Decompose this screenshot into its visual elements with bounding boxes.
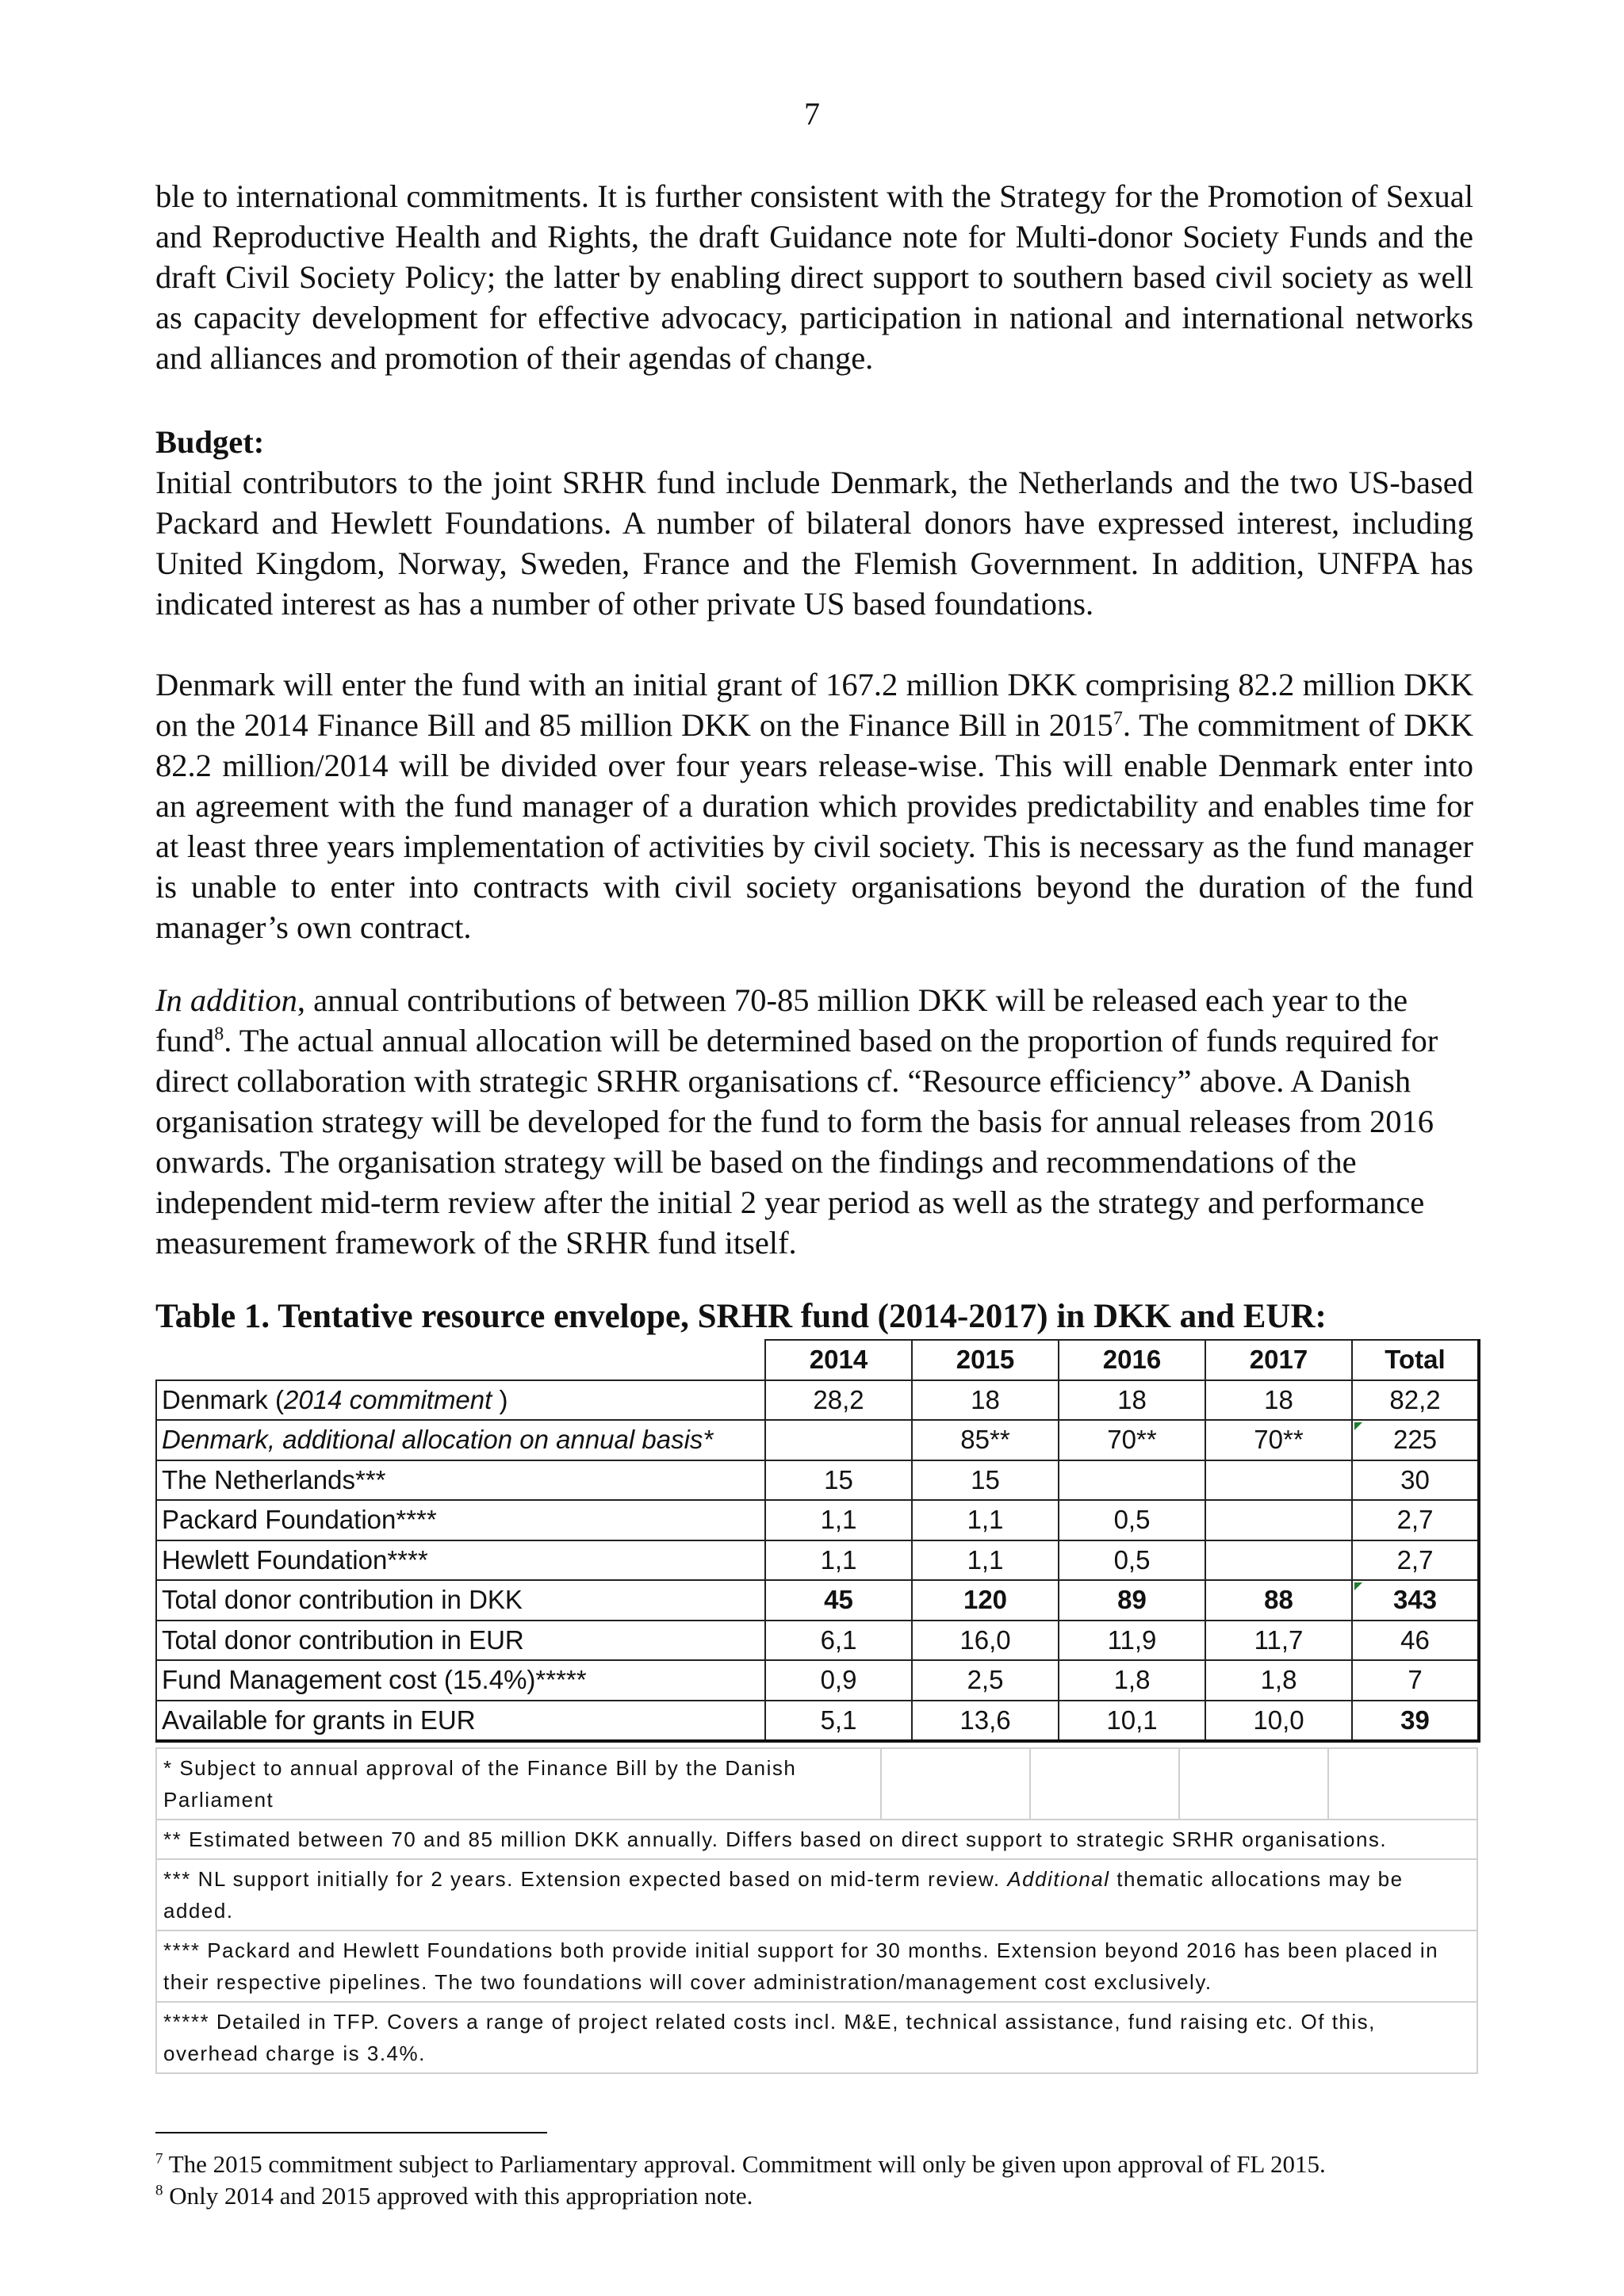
table-cell: 1,1 [765, 1540, 912, 1581]
table-cell [1205, 1540, 1352, 1581]
table-cell: 30 [1352, 1460, 1479, 1501]
header-cell: Total [1352, 1340, 1479, 1380]
denmark-text-2: . The commitment of DKK 82.2 million/2014 will be divided over four years release-wise. This will enable Denmark enter into an agreement with the fund manager of a duration which provides predictability and enables time for at least three years implementation of activities by civil society. This is necessary as the fund manager is unable to enter into contracts with civil society organisations beyond the duration of the fund manager’s own contract. [155, 707, 1473, 945]
footnote-ref-8[interactable]: 8 [214, 1024, 224, 1045]
row-label: Packard Foundation**** [156, 1500, 765, 1540]
table-cell: 343 [1352, 1580, 1479, 1621]
note-blank-cell [1179, 1748, 1328, 1820]
table-row [156, 1420, 1479, 1460]
table-cell: 2,7 [1352, 1500, 1479, 1540]
footnote-7: $^7$ The 2015 commitment subject to Parliamentary approval. Commitment will only be given upon approval of FL 2015. [155, 2150, 1326, 2178]
table-cell [1205, 1460, 1352, 1501]
addition-italic: In addition [155, 982, 297, 1018]
denmark-paragraph [155, 664, 1473, 947]
table-cell: 1,1 [912, 1500, 1059, 1540]
note-blank-cell [881, 1748, 1030, 1820]
table-cell: 1,1 [765, 1500, 912, 1540]
table-cell: 7 [1352, 1660, 1479, 1701]
addition-text-1: , annual contributions of between 70-85 million DKK will be released each year to the fund [155, 982, 1408, 1058]
table-cell: 2,7 [1352, 1540, 1479, 1581]
table-cell: 120 [912, 1580, 1059, 1621]
addition-paragraph [155, 980, 1473, 1263]
header-cell: 2016 [1059, 1340, 1205, 1380]
table-cell: 18 [1059, 1380, 1205, 1421]
footnotes [155, 2149, 1326, 2212]
note-1: * Subject to annual approval of the Finance Bill by the Danish Parliament [156, 1748, 881, 1820]
table-cell [1059, 1460, 1205, 1501]
footnote-divider [155, 2132, 547, 2133]
table-cell: 45 [765, 1580, 912, 1621]
table-header-row [156, 1340, 1479, 1380]
row-label: The Netherlands*** [156, 1460, 765, 1501]
table-cell: 70** [1059, 1420, 1205, 1460]
table-cell: 10,1 [1059, 1701, 1205, 1742]
table-cell: 0,5 [1059, 1540, 1205, 1581]
table-cell: 89 [1059, 1580, 1205, 1621]
intro-text: ble to international commitments. It is further consistent with the Strategy for the Promotion of Sexual and Reproductive Health and Rights, the draft Guidance note for Multi-donor Society Funds and the draft Civil Society Policy; the latter by enabling direct support to southern based civil society as well as capacity development for effective advocacy, participation in national and international networks and alliances and promotion of their agendas of change. [155, 178, 1473, 376]
table-cell: 15 [912, 1460, 1059, 1501]
table-cell: 13,6 [912, 1701, 1059, 1742]
table-cell: 18 [1205, 1380, 1352, 1421]
header-cell: 2015 [912, 1340, 1059, 1380]
row-label: Denmark, additional allocation on annual basis* [156, 1420, 765, 1460]
table-cell: 15 [765, 1460, 912, 1501]
table-cell: 6,1 [765, 1621, 912, 1661]
note-blank-cell [1030, 1748, 1179, 1820]
table-row [156, 1701, 1479, 1742]
table-row [156, 1500, 1479, 1540]
note-4: **** Packard and Hewlett Foundations both provide initial support for 30 months. Extension beyond 2016 has been placed in their respective pipelines. The two foundations will cover administration/management cost exclusively. [156, 1931, 1477, 2002]
header-cell: 2014 [765, 1340, 912, 1380]
table-cell: 28,2 [765, 1380, 912, 1421]
table-cell [765, 1420, 912, 1460]
table-cell: 11,9 [1059, 1621, 1205, 1661]
row-label: Hewlett Foundation**** [156, 1540, 765, 1581]
note-5: ***** Detailed in TFP. Covers a range of project related costs incl. M&E, technical assistance, fund raising etc. Of this, overhead charge is 3.4%. [156, 2002, 1477, 2073]
table-cell: 0,9 [765, 1660, 912, 1701]
intro-paragraph [155, 176, 1473, 378]
table-cell: 46 [1352, 1621, 1479, 1661]
table-row [156, 1380, 1479, 1421]
table-cell: 1,8 [1205, 1660, 1352, 1701]
budget-heading: Budget: [155, 424, 265, 460]
denmark-text-1: Denmark will enter the fund with an initial grant of 167.2 million DKK comprising 82.2 million DKK on the 2014 Finance Bill and 85 million DKK on the Finance Bill in 2015 [155, 667, 1473, 743]
table-cell: 0,5 [1059, 1500, 1205, 1540]
table-cell: 39 [1352, 1701, 1479, 1742]
note-row [156, 1859, 1477, 1931]
table-cell: 5,1 [765, 1701, 912, 1742]
addition-text-2: . The actual annual allocation will be determined based on the proportion of funds required for direct collaboration with strategic SRHR organisations cf. “Resource efficiency” above. A Danish organisation strategy will be developed for the fund to form the basis for annual releases from 2016 onwards. The organisation strategy will be based on the findings and recommendations of the independent mid-term review after the initial 2 year period as well as the strategy and performance measurement framework of the SRHR fund itself. [155, 1023, 1438, 1261]
row-label: Available for grants in EUR [156, 1701, 765, 1742]
table-row [156, 1621, 1479, 1661]
table-cell: 82,2 [1352, 1380, 1479, 1421]
note-row [156, 1931, 1477, 2002]
budget-paragraph: Initial contributors to the joint SRHR fund include Denmark, the Netherlands and the two US-based Packard and Hewlett Foundations. A number of bilateral donors have expressed interest, including United Kingdom, Norway, Sweden, France and the Flemish Government. In addition, UNFPA has indicated interest as has a number of other private US based foundations. [155, 465, 1473, 622]
resource-envelope-table [155, 1339, 1480, 1743]
table-row [156, 1540, 1479, 1581]
footnote-8: $^8$ Only 2014 and 2015 approved with this appropriation note. [155, 2182, 753, 2210]
table-cell: 16,0 [912, 1621, 1059, 1661]
note-row [156, 2002, 1477, 2073]
table-cell: 70** [1205, 1420, 1352, 1460]
footnote-ref-7[interactable]: 7 [1113, 708, 1123, 729]
table-cell: 88 [1205, 1580, 1352, 1621]
note-blank-cell [1328, 1748, 1477, 1820]
table-cell: 11,7 [1205, 1621, 1352, 1661]
table-title: Table 1. Tentative resource envelope, SRHR fund (2014-2017) in DKK and EUR: [155, 1298, 1327, 1335]
budget-section [155, 422, 1473, 624]
table-cell [1205, 1500, 1352, 1540]
note-3: *** NL support initially for 2 years. Extension expected based on mid-term review. Additional thematic allocations may be added. [156, 1859, 1477, 1931]
table-cell: 225 [1352, 1420, 1479, 1460]
table-row-total-dkk [156, 1580, 1479, 1621]
note-2: ** Estimated between 70 and 85 million DKK annually. Differs based on direct support to strategic SRHR organisations. [156, 1820, 1477, 1859]
row-label: Denmark (2014 commitment ) [156, 1380, 765, 1421]
table-cell: 10,0 [1205, 1701, 1352, 1742]
table-row [156, 1460, 1479, 1501]
row-label: Total donor contribution in EUR [156, 1621, 765, 1661]
empty-header-cell [156, 1340, 765, 1380]
header-cell: 2017 [1205, 1340, 1352, 1380]
page-number: 7 [804, 96, 820, 132]
note-row [156, 1820, 1477, 1859]
row-label: Fund Management cost (15.4%)***** [156, 1660, 765, 1701]
table-cell: 1,1 [912, 1540, 1059, 1581]
table-cell: 1,8 [1059, 1660, 1205, 1701]
table-cell: 2,5 [912, 1660, 1059, 1701]
table-row [156, 1660, 1479, 1701]
row-label: Total donor contribution in DKK [156, 1580, 765, 1621]
table-cell: 18 [912, 1380, 1059, 1421]
note-row [156, 1748, 1477, 1820]
table-cell: 85** [912, 1420, 1059, 1460]
table-notes [155, 1747, 1478, 2074]
